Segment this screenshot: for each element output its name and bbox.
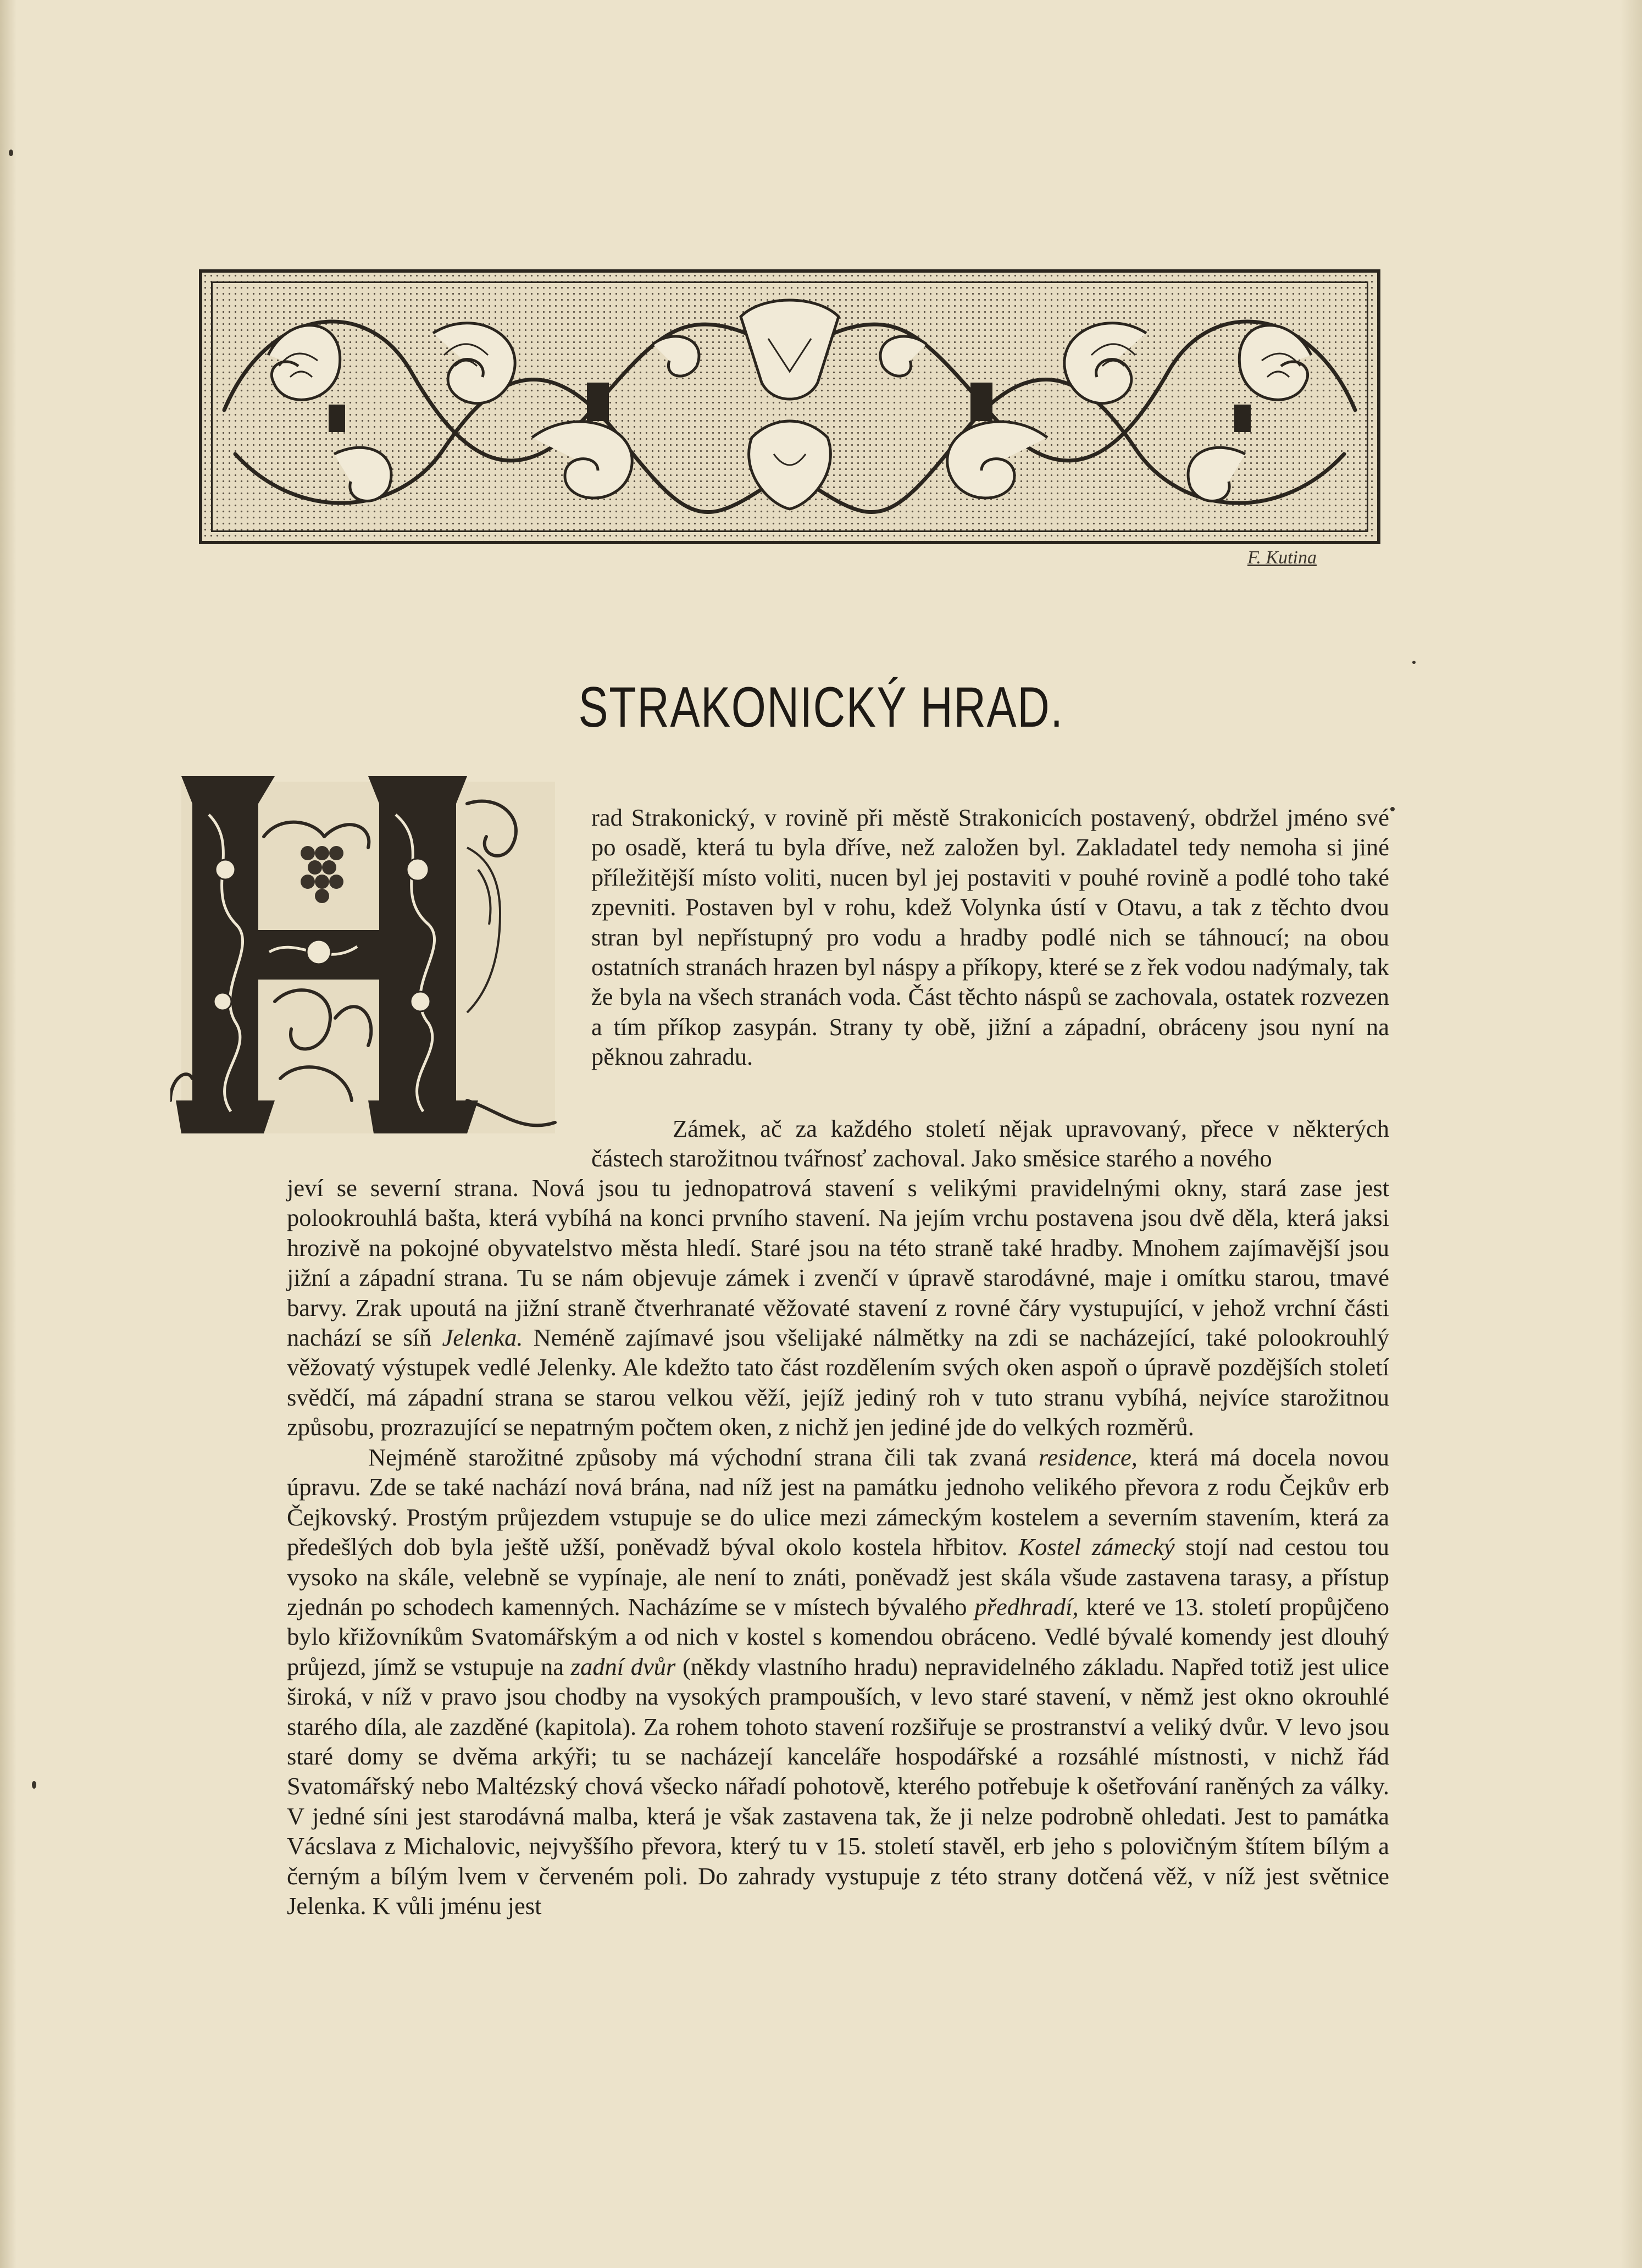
paper-speck [1412,661,1416,664]
emphasis-kostel-zamecky: Kostel zámecký [1018,1533,1175,1561]
decorated-initial-h [170,771,566,1144]
page-right-edge [1620,0,1642,2268]
emphasis-predhradi: předhradí, [974,1593,1079,1621]
headpiece-scrollwork [202,273,1377,541]
paper-speck [32,1781,36,1789]
paragraph-3-text: která má docela novou úpravu. Zde se také nachází nová brána, nad níž jest na památku jednoho velikého převora z rodu Čejkův erb Čejkovský. Prostým průjezdem vstupuje se do ulice mezi zámeckým kostelem a severním stavením, která za předešlých dob byla ještě užší, poněvadž býval okolo kostela hřbitov. [287,1443,1389,1561]
paragraph-2-head: Zámek, ač za každého století nějak upravovaný, přece v některých částech starožitnou tvářnosť zachoval. Jako směsice starého a nového [591,1115,1389,1172]
paragraph-2-start [591,1114,1389,1174]
emphasis-zadni-dvur: zadní dvůr [570,1652,676,1680]
emphasis-residence: residence, [1038,1443,1138,1471]
paragraph-3 [287,1442,1389,1921]
paper-speck [1390,807,1395,811]
page-left-edge [0,0,16,2268]
paragraph-3-text: (někdy vlastního hradu) nepravidelného základu. Napřed totiž jest ulice široká, v níž v pravo jsou chodby na vysokých prampouších, v levo staré stavení, v němž jest okno okrouhlé starého díla, ale zazděné (kapitola). Za rohem tohoto stavení rozšiřuje se prostranství a veliký dvůr. V levo jsou staré domy se dvěma arkýři; tu se nacházejí kanceláře hospodářské a rozsáhlé místnosti, v nichž řád Svatomářský nebo Maltézský chová všecko nářadí pohotově, kterého potřebuje k ošetřování raněných za války. V jedné síni jest starodávná malba, která je však zastavena tak, že ji nelze podrobně ohledati. Jest to památka Vácslava z Michalovic, nejvyššího převora, který tu v 15. století stavěl, erb jeho s polovičným štítem bílým a černým a bílým lvem v červeném poli. Do zahrady vystupuje z této strany dotčená věž, v níž jest světnice Jelenka. K vůli jménu jest [287,1652,1389,1920]
paragraph-1 [591,803,1389,1072]
paragraph-3-text: stojí nad cestou tou vysoko na skále, velebně se vypínaje, ale není to znáti, poněvadž jest skála všude zastavena tarasy, a přístup zjednán po schodech kamenných. Nacházíme se v místech bývalého [287,1533,1389,1621]
paragraph-3-text: které ve 13. století propůjčeno bylo křižovníkům Svatomářským a od nich v kostel s komendou obráceno. Vedlé bývalé komendy jest dlouhý průjezd, jímž se vstupuje na [287,1593,1389,1680]
emphasis-jelenka: Jelenka. [442,1324,523,1352]
paragraph-2-text: jeví se severní strana. Nová jsou tu jednopatrová stavení s velikými pravidelnými okny, stará zase jest polookrouhlá bašta, která vybíhá na konci prvního stavení. Na jejím vrchu postavena jsou dvě děla, která jaksi hrozivě na pokojné obyvatelstvo města hledí. Staré jsou na této straně také hradby. Mnohem zajímavější jsou jižní a západní strana. Tu se nám objevuje zámek i zvenčí v úpravě starodávné, maje i omítku starou, tmavé barvy. Zrak upoutá na jižní straně čtverhranaté věžovaté stavení z rovné čáry vystupující, v jehož vrchní části nachází se síň [287,1174,1389,1352]
page-title: STRAKONICKÝ HRAD. [578,676,1064,739]
paper-speck [9,150,13,156]
paragraph-3-text: Nejméně starožitné způsoby má východní strana čili tak zvaná [368,1443,1039,1471]
headpiece-signature: F. Kutina [1247,547,1317,568]
paragraph-1-text: rad Strakonický, v rovině při městě Strakonicích postavený, obdržel jméno své po osadě, která tu byla dříve, než založen byl. Zakladatel tedy nemoha si jiné příležitější místo voliti, nucen byl jej postaviti v pouhé rovině a podlé toho také zpevniti. Postaven byl v rohu, kdež Volynka ústí v Otavu, a tak z těchto dvou stran byl nepřístupný pro vodu a hradby podlé nich se táhnoucí; na obou ostatních stranách hrazen byl náspy a příkopy, které se z řek vodou nadýmaly, tak že byla na všech stranách voda. Část těchto náspů se zachovala, ostatek rozvezen a tím příkop zasypán. Strany ty obě, jižní a západní, obráceny jsou nyní na pěknou zahradu. [591,804,1389,1071]
paragraph-2 [287,1173,1389,1442]
ornamental-headpiece [199,269,1380,544]
paragraph-2-text: Neméně zajímavé jsou všelijaké nálmětky na zdi se nacházející, také polookrouhlý věžovatý výstupek vedlé Jelenky. Ale kdežto tato část rozdělením svých oken aspoň o úpravě pozdějších století svědčí, má západní strana se starou velkou věží, jejíž jediný roh v tuto stranu vybíhá, nejvíce starožitnou způsobu, prozrazující se nepatrným počtem oken, z nichž jen jediné jde do velkých rozměrů. [287,1324,1389,1441]
